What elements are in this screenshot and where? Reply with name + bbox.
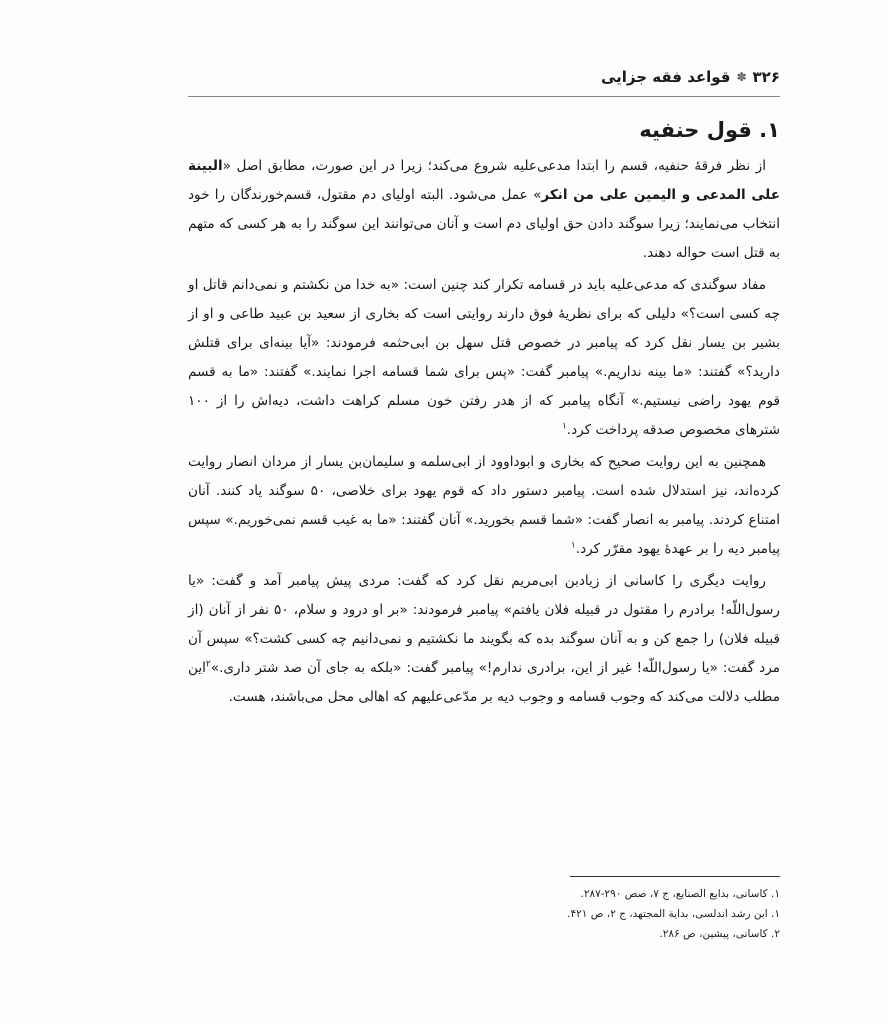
section-title: ۱. قول حنفیه	[639, 118, 780, 142]
running-header	[601, 68, 780, 86]
paragraph-4-text-a: روایت دیگری را کاسانی از زیادبن ابی‌مریم نقل کرد که گفت: مردی پیش پیامبر آمد و گفت: «یا رسول‌اللّه! برادرم را مقتول در قبیله فلان یافتم» پیامبر فرمودند: «بر او درود و سلام، ۵۰ نفر از آنان (از قبیله فلان) را جمع کن و به آنان سوگند بده که بگویند ما نکشتیم و نمی‌دانیم چه کسی کشت؟» سپس آن مرد گفت: «یا رسول‌اللّه! غیر از این، برادری ندارم!» پیامبر گفت: «بلکه به جای آن صد شتر داری.»	[188, 573, 780, 676]
paragraph-1-text-a: از نظر فرقهٔ حنفیه، قسم را ابتدا مدعی‌علیه شروع می‌کند؛ زیرا در این صورت، مطابق اصل «	[222, 158, 766, 174]
footnotes	[380, 884, 780, 944]
page-number: ۳۲۶	[752, 68, 780, 86]
footnote-divider	[570, 876, 780, 877]
footnote-ref-3[interactable]: ۲	[205, 659, 211, 670]
body-text	[188, 152, 780, 715]
paragraph-4-text-b: این مطلب دلالت می‌کند که وجوب قسامه و وجوب دیه بر مدّعی‌علیهم که اهالی محل می‌باشند، هست.	[188, 660, 780, 705]
paragraph-3-text: همچنین به این روایت صحیح که بخاری و ابوداوود از ابی‌سلمه و سلیمان‌بن یسار از مردان انصار روایت کرده‌اند، نیز استدلال شده است. پیامبر دستور داد که قوم یهود برای خلاصی، ۵۰ سوگند یاد کنند. آنان امتناع کردند. پیامبر به انصار گفت: «شما قسم بخورید.» آنان گفتند: «ما به غیب قسم نمی‌خوریم.» سپس پیامبر دیه را بر عهدهٔ یهود مقرّر کرد.	[188, 454, 780, 557]
paragraph-2-text: مفاد سوگندی که مدعی‌علیه باید در قسامه تکرار کند چنین است: «به خدا من نکشتم و نمی‌دانم قاتل او چه کسی است؟» دلیلی که برای نظریهٔ فوق دارند روایتی است که بخاری از سعید بن عبید طاعی و او از بشیر بن یسار نقل کرد که پیامبر در خصوص قتل سهل بن ابی‌حثمه فرمودند: «آیا بینه‌ای برای قتلش دارید؟» گفتند: «ما بینه نداریم.» پیامبر گفت: «پس برای شما قسامه اجرا نمایند.» گفتند: «ما به قسم قوم یهود راضی نیستیم.» آنگاه پیامبر که از هدر رفتن خون مسلم کراهت داشت، دیه‌اش را از ۱۰۰ شترهای مخصوص صدقه پرداخت کرد.	[188, 277, 780, 438]
footnote-item: ۱. کاسانی، بدایع الصنایع، ج ۷، صص ۲۹۰-۲۸۷.	[580, 888, 780, 900]
paragraph-3	[188, 448, 780, 564]
paragraph-2	[188, 271, 780, 445]
paragraph-1-text-b: » عمل می‌شود. البته اولیای دم مقتول، قسم‌خورندگان را خود انتخاب می‌نمایند؛ زیرا سوگند دادن حق اولیای دم است و آنان می‌توانند این سوگند را به هر کسی که متهم به قتل است حواله دهند.	[188, 187, 780, 261]
book-title: قواعد فقه جزایی	[600, 68, 731, 86]
header-divider	[188, 96, 780, 97]
footnote-ref-2[interactable]: ۱	[570, 540, 576, 551]
paragraph-1	[188, 152, 780, 268]
paragraph-4	[188, 567, 780, 712]
footnote-item: ۲. کاسانی، پیشین، ص ۲۸۶.	[659, 928, 780, 940]
legal-maxim: البینة علی المدعی و الیمین علی من انکر	[188, 158, 780, 203]
footnote-item: ۱. ابن رشد اندلسی، بدایة المجتهد، ج ۲، ص ۴۲۱.	[567, 908, 780, 920]
footnote-ref-1[interactable]: ۱	[561, 421, 567, 432]
ornament-icon: ✽	[736, 70, 747, 84]
